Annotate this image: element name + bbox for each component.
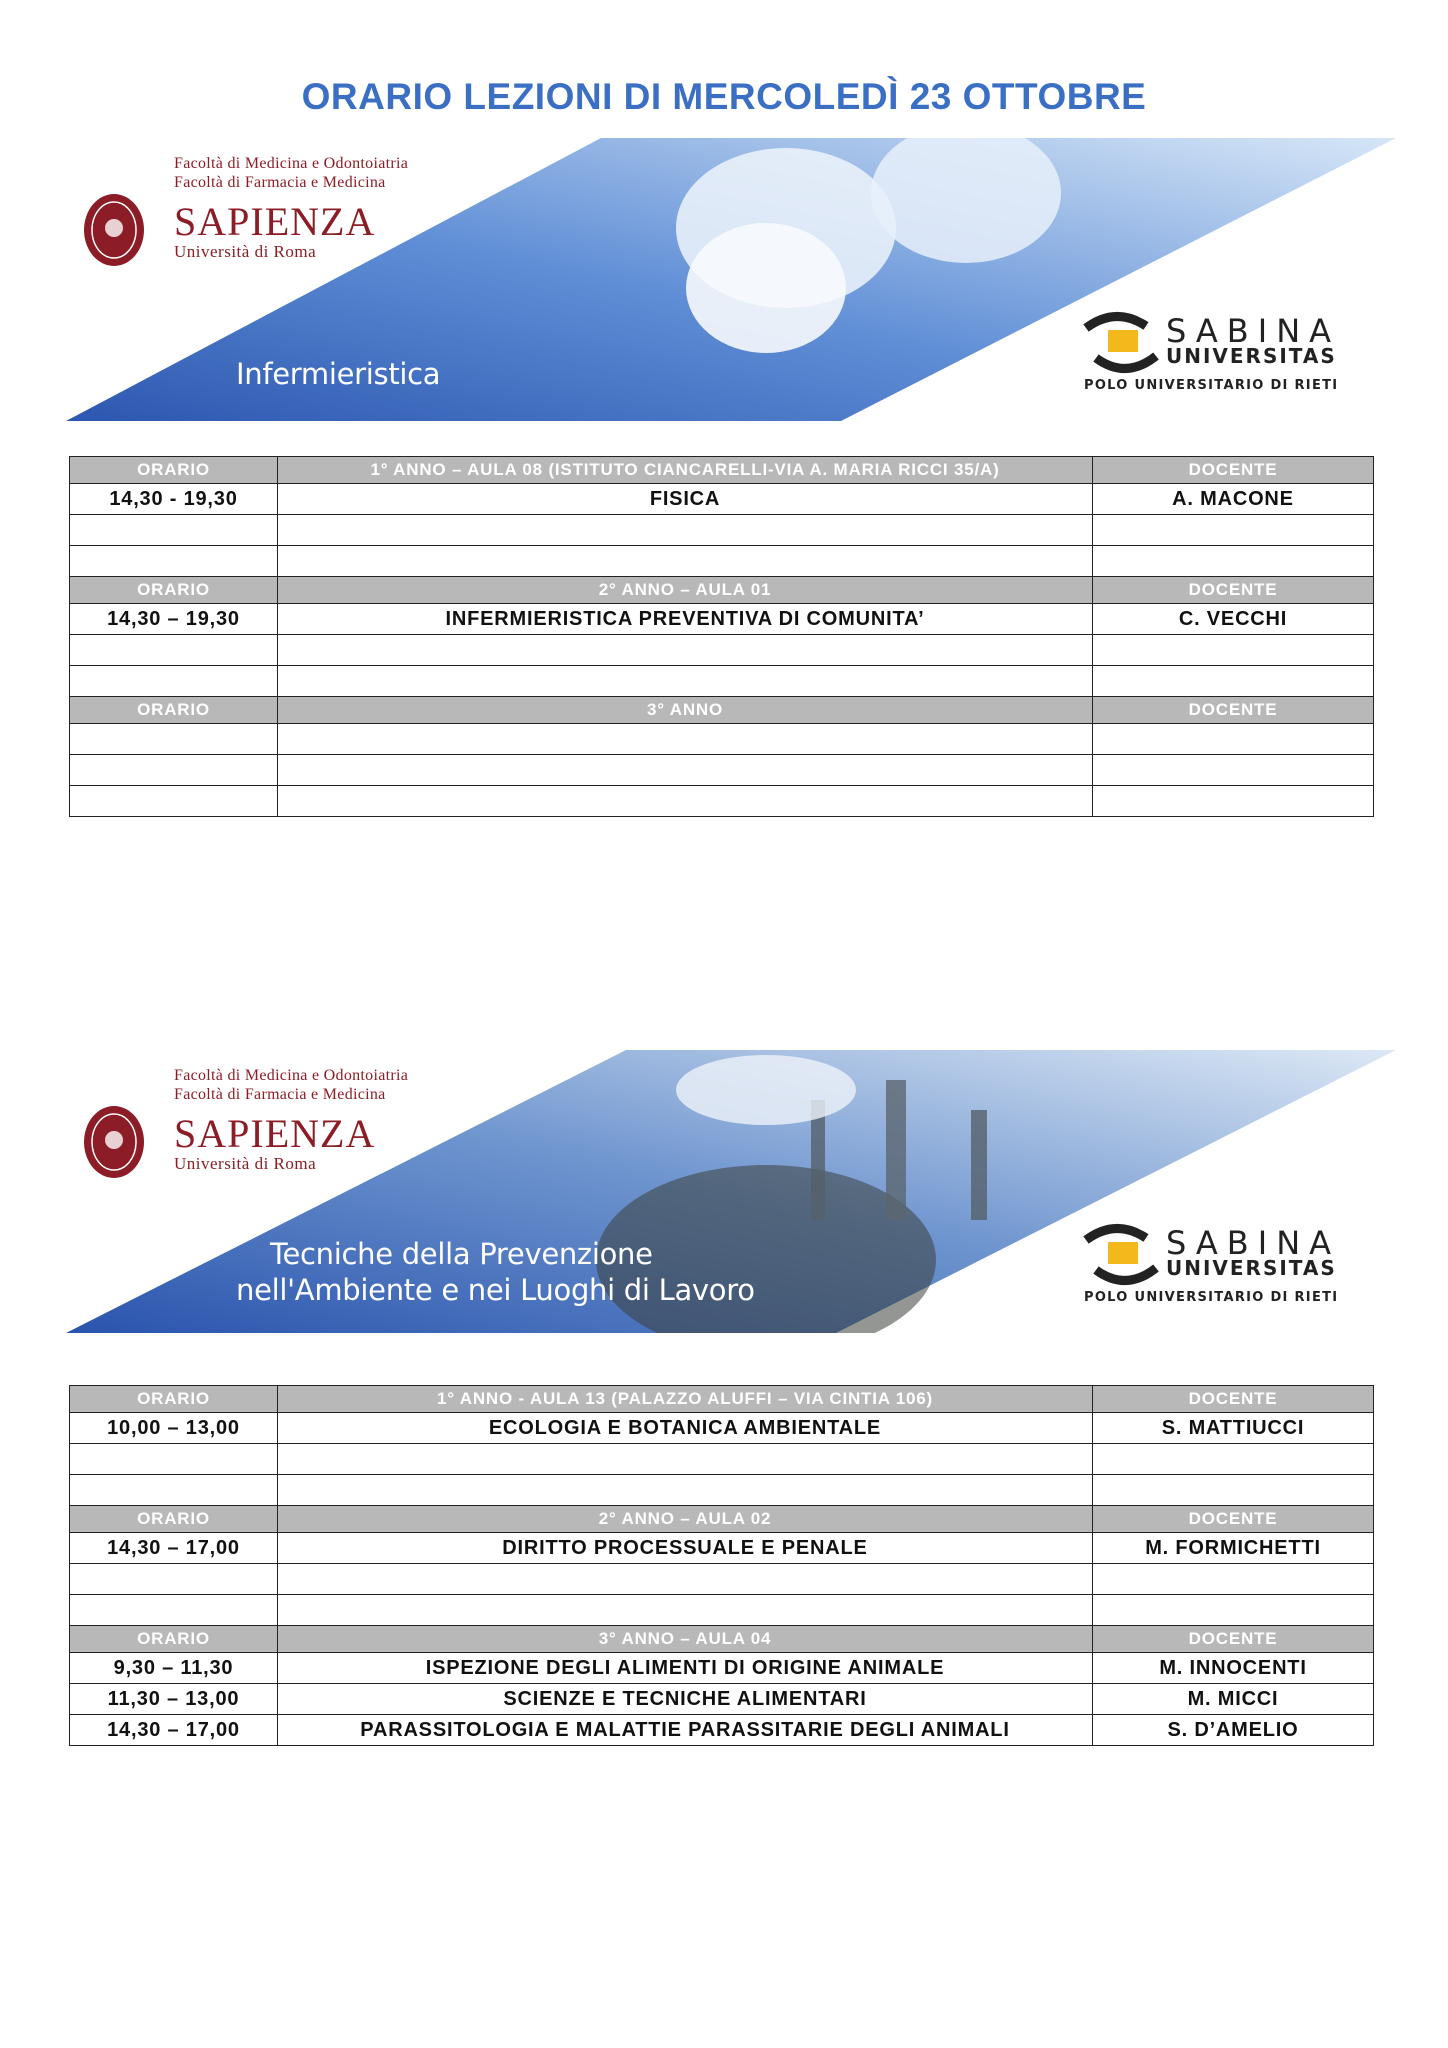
cell-time	[70, 755, 278, 786]
sabina-universitas-logo	[1076, 1220, 1386, 1310]
partner-name: SABINA	[1166, 1224, 1341, 1262]
table-row	[70, 1475, 1374, 1506]
cell-subject	[278, 635, 1093, 666]
partner-polo: POLO UNIVERSITARIO DI RIETI	[1084, 1290, 1339, 1305]
table-row	[70, 484, 1374, 515]
header-docente: DOCENTE	[1093, 1506, 1374, 1533]
cell-subject	[278, 1595, 1093, 1626]
cell-subject: ECOLOGIA E BOTANICA AMBIENTALE	[278, 1413, 1093, 1444]
cell-subject	[278, 724, 1093, 755]
partner-subtitle: UNIVERSITAS	[1166, 344, 1337, 368]
cell-teacher	[1093, 666, 1374, 697]
course-name-line-1: Tecniche della Prevenzione	[270, 1237, 653, 1271]
cell-subject	[278, 1444, 1093, 1475]
course-name-line-1: Infermieristica	[236, 357, 441, 391]
table-row	[70, 604, 1374, 635]
university-subtitle: Università di Roma	[174, 242, 317, 261]
course-banner-tecniche-prevenzione	[66, 1050, 1396, 1333]
cell-time: 10,00 – 13,00	[70, 1413, 278, 1444]
cell-teacher	[1093, 1444, 1374, 1475]
header-year: 2° ANNO – AULA 01	[278, 577, 1093, 604]
cell-subject: INFERMIERISTICA PREVENTIVA DI COMUNITA’	[278, 604, 1093, 635]
cell-teacher	[1093, 724, 1374, 755]
table-row	[70, 1684, 1374, 1715]
cell-subject	[278, 515, 1093, 546]
header-year: 1° ANNO – AULA 08 (ISTITUTO CIANCARELLI-VIA A. MARIA RICCI 35/A)	[278, 457, 1093, 484]
cell-teacher	[1093, 755, 1374, 786]
header-orario: ORARIO	[70, 1386, 278, 1413]
table-row	[70, 1444, 1374, 1475]
header-docente: DOCENTE	[1093, 1626, 1374, 1653]
header-docente: DOCENTE	[1093, 457, 1374, 484]
cell-teacher: M. FORMICHETTI	[1093, 1533, 1374, 1564]
partner-polo: POLO UNIVERSITARIO DI RIETI	[1084, 378, 1339, 393]
faculty-line-1: Facoltà di Medicina e Odontoiatria	[174, 155, 409, 172]
sabina-universitas-logo	[1076, 308, 1386, 398]
table-header-row	[70, 1506, 1374, 1533]
partner-name: SABINA	[1166, 312, 1341, 350]
table-row	[70, 635, 1374, 666]
cell-teacher	[1093, 1475, 1374, 1506]
header-orario: ORARIO	[70, 457, 278, 484]
cell-time	[70, 1475, 278, 1506]
table-header-row	[70, 457, 1374, 484]
cell-teacher: M. INNOCENTI	[1093, 1653, 1374, 1684]
header-orario: ORARIO	[70, 577, 278, 604]
sabina-book-icon	[1076, 1220, 1166, 1290]
table-row	[70, 666, 1374, 697]
cell-subject	[278, 546, 1093, 577]
header-docente: DOCENTE	[1093, 697, 1374, 724]
cell-teacher: A. MACONE	[1093, 484, 1374, 515]
table-header-row	[70, 697, 1374, 724]
faculty-line-2: Facoltà di Farmacia e Medicina	[174, 174, 386, 191]
header-orario: ORARIO	[70, 1626, 278, 1653]
table-row	[70, 1653, 1374, 1684]
cell-time	[70, 635, 278, 666]
cell-time	[70, 1444, 278, 1475]
table-row	[70, 1413, 1374, 1444]
cell-time	[70, 515, 278, 546]
cell-teacher	[1093, 515, 1374, 546]
sabina-book-icon	[1076, 308, 1166, 378]
cell-teacher	[1093, 786, 1374, 817]
table-row	[70, 755, 1374, 786]
table-header-row	[70, 577, 1374, 604]
cell-time	[70, 1595, 278, 1626]
header-docente: DOCENTE	[1093, 1386, 1374, 1413]
university-name: SAPIENZA	[174, 1111, 376, 1156]
cell-subject	[278, 1564, 1093, 1595]
table-row	[70, 1533, 1374, 1564]
cell-time: 14,30 – 19,30	[70, 604, 278, 635]
cell-teacher: S. D’AMELIO	[1093, 1715, 1374, 1746]
cell-teacher	[1093, 1564, 1374, 1595]
cell-time	[70, 666, 278, 697]
cell-teacher	[1093, 546, 1374, 577]
cell-teacher	[1093, 635, 1374, 666]
header-year: 2° ANNO – AULA 02	[278, 1506, 1093, 1533]
header-orario: ORARIO	[70, 697, 278, 724]
cell-time: 14,30 - 19,30	[70, 484, 278, 515]
partner-subtitle: UNIVERSITAS	[1166, 1256, 1337, 1280]
course-name-line-2: nell'Ambiente e nei Luoghi di Lavoro	[236, 1273, 755, 1307]
cell-time	[70, 724, 278, 755]
cell-time: 14,30 – 17,00	[70, 1715, 278, 1746]
course-banner-infermieristica	[66, 138, 1396, 421]
cell-time	[70, 546, 278, 577]
table-header-row	[70, 1386, 1374, 1413]
cell-teacher: S. MATTIUCCI	[1093, 1413, 1374, 1444]
cell-teacher: M. MICCI	[1093, 1684, 1374, 1715]
faculty-line-1: Facoltà di Medicina e Odontoiatria	[174, 1067, 409, 1084]
page-title: ORARIO LEZIONI DI MERCOLEDÌ 23 OTTOBRE	[301, 76, 1147, 117]
table-row	[70, 1595, 1374, 1626]
cell-subject	[278, 755, 1093, 786]
table-row	[70, 1715, 1374, 1746]
sapienza-seal-logo	[82, 1104, 146, 1180]
header-orario: ORARIO	[70, 1506, 278, 1533]
table-row	[70, 546, 1374, 577]
cell-subject: FISICA	[278, 484, 1093, 515]
cell-subject	[278, 786, 1093, 817]
header-year: 3° ANNO	[278, 697, 1093, 724]
header-year: 3° ANNO – AULA 04	[278, 1626, 1093, 1653]
header-docente: DOCENTE	[1093, 577, 1374, 604]
sapienza-seal-logo	[82, 192, 146, 268]
table-row	[70, 786, 1374, 817]
cell-time: 14,30 – 17,00	[70, 1533, 278, 1564]
cell-teacher	[1093, 1595, 1374, 1626]
cell-subject	[278, 666, 1093, 697]
schedule-table-infermieristica	[69, 456, 1374, 817]
university-subtitle: Università di Roma	[174, 1154, 317, 1173]
cell-subject: DIRITTO PROCESSUALE E PENALE	[278, 1533, 1093, 1564]
cell-subject	[278, 1475, 1093, 1506]
cell-time	[70, 1564, 278, 1595]
cell-subject: PARASSITOLOGIA E MALATTIE PARASSITARIE DEGLI ANIMALI	[278, 1715, 1093, 1746]
table-header-row	[70, 1626, 1374, 1653]
schedule-table-tecniche-prevenzione	[69, 1385, 1374, 1746]
cell-subject: SCIENZE E TECNICHE ALIMENTARI	[278, 1684, 1093, 1715]
cell-subject: ISPEZIONE DEGLI ALIMENTI DI ORIGINE ANIMALE	[278, 1653, 1093, 1684]
table-row	[70, 515, 1374, 546]
cell-time	[70, 786, 278, 817]
cell-time: 9,30 – 11,30	[70, 1653, 278, 1684]
header-year: 1° ANNO - AULA 13 (PALAZZO ALUFFI – VIA CINTIA 106)	[278, 1386, 1093, 1413]
university-name: SAPIENZA	[174, 199, 376, 244]
faculty-line-2: Facoltà di Farmacia e Medicina	[174, 1086, 386, 1103]
cell-time: 11,30 – 13,00	[70, 1684, 278, 1715]
cell-teacher: C. VECCHI	[1093, 604, 1374, 635]
table-row	[70, 1564, 1374, 1595]
table-row	[70, 724, 1374, 755]
